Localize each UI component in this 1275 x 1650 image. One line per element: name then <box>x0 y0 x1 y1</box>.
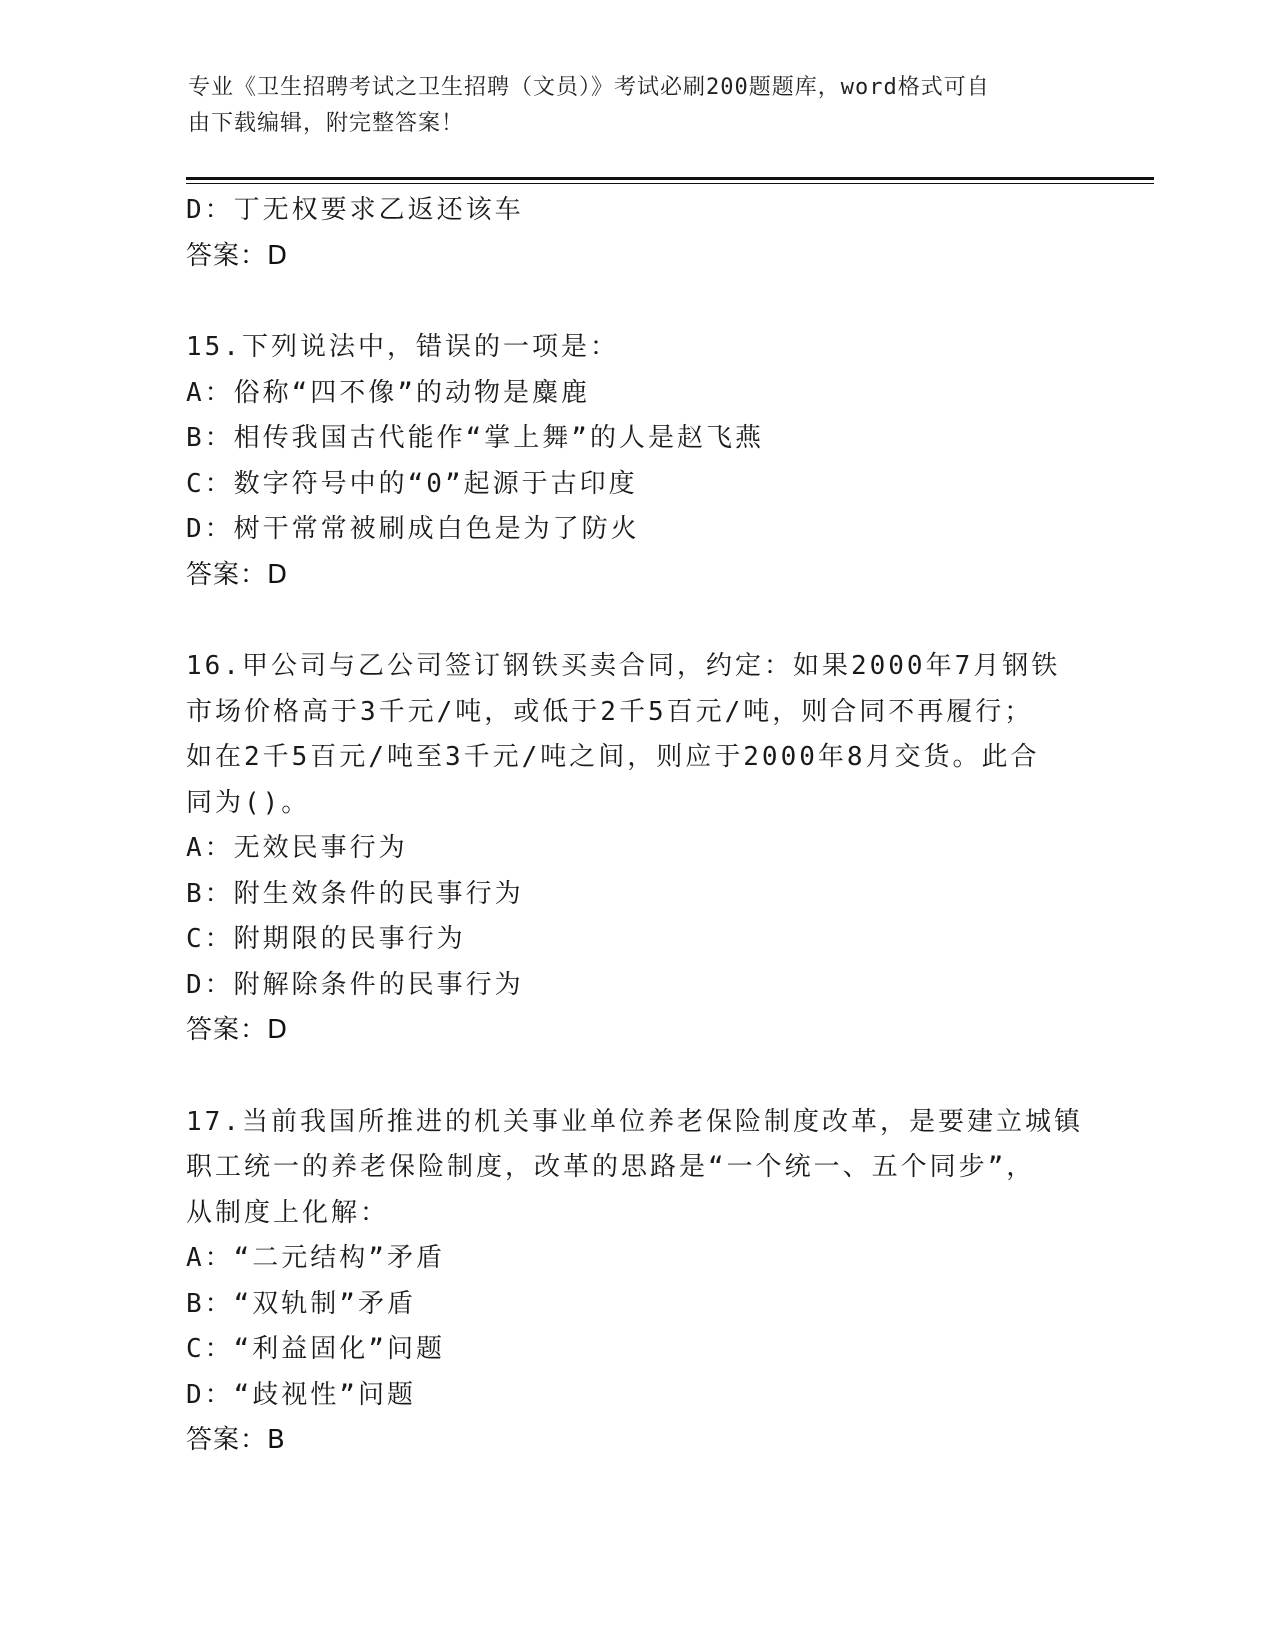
answer: 答案：D <box>186 1015 289 1045</box>
question-stem-line: 如在2千5百元/吨至3千元/吨之间，则应于2000年8月交货。此合 <box>186 742 1040 772</box>
option-b: B：附生效条件的民事行为 <box>186 878 524 909</box>
option-c: C：“利益固化”问题 <box>186 1334 445 1364</box>
option-c: C：数字符号中的“0”起源于古印度 <box>186 468 638 499</box>
question-stem-line: 职工统一的养老保险制度，改革的思路是“一个统一、五个同步”， <box>186 1152 1036 1182</box>
option-a: A：“二元结构”矛盾 <box>186 1243 445 1273</box>
option-d: D：“歧视性”问题 <box>186 1379 416 1410</box>
carryover-answer: 答案：D <box>186 240 289 271</box>
question-stem-line: 17.当前我国所推进的机关事业单位养老保险制度改革，是要建立城镇 <box>186 1106 1083 1137</box>
option-d: D：附解除条件的民事行为 <box>186 969 524 1000</box>
question-stem-line: 16.甲公司与乙公司签订钢铁买卖合同，约定：如果2000年7月钢铁 <box>186 651 1061 681</box>
question-stem-line: 市场价格高于3千元/吨，或低于2千5百元/吨，则合同不再履行； <box>186 696 1034 727</box>
option-b: B：相传我国古代能作“掌上舞”的人是赵飞燕 <box>186 423 764 453</box>
option-c: C：附期限的民事行为 <box>186 924 466 954</box>
question-stem-line: 15.下列说法中，错误的一项是： <box>186 332 619 362</box>
answer: 答案：D <box>186 559 289 590</box>
option-a: A：俗称“四不像”的动物是麋鹿 <box>186 377 590 408</box>
header-divider-thin <box>186 183 1154 184</box>
question-16 <box>186 644 1086 1054</box>
question-stem-line: 同为()。 <box>186 787 311 818</box>
option-b: B：“双轨制”矛盾 <box>186 1288 416 1319</box>
spacer <box>186 279 1086 325</box>
page-header <box>188 70 1068 142</box>
answer: 答案：B <box>186 1425 286 1455</box>
question-stem-line: 从制度上化解： <box>186 1197 390 1228</box>
spacer <box>186 598 1086 644</box>
question-15 <box>186 325 1086 598</box>
option-a: A：无效民事行为 <box>186 833 408 863</box>
header-line-1: 专业《卫生招聘考试之卫生招聘（文员）》考试必刷200题题库，word格式可自 <box>188 75 990 100</box>
option-d: D：树干常常被刷成白色是为了防火 <box>186 514 640 544</box>
spacer <box>186 1054 1086 1100</box>
question-17 <box>186 1100 1086 1464</box>
header-line-2: 由下载编辑，附完整答案！ <box>188 111 465 136</box>
carryover-option-d: D：丁无权要求乙返还该车 <box>186 195 524 225</box>
question-content <box>186 188 1086 1464</box>
header-divider-thick <box>186 177 1154 180</box>
